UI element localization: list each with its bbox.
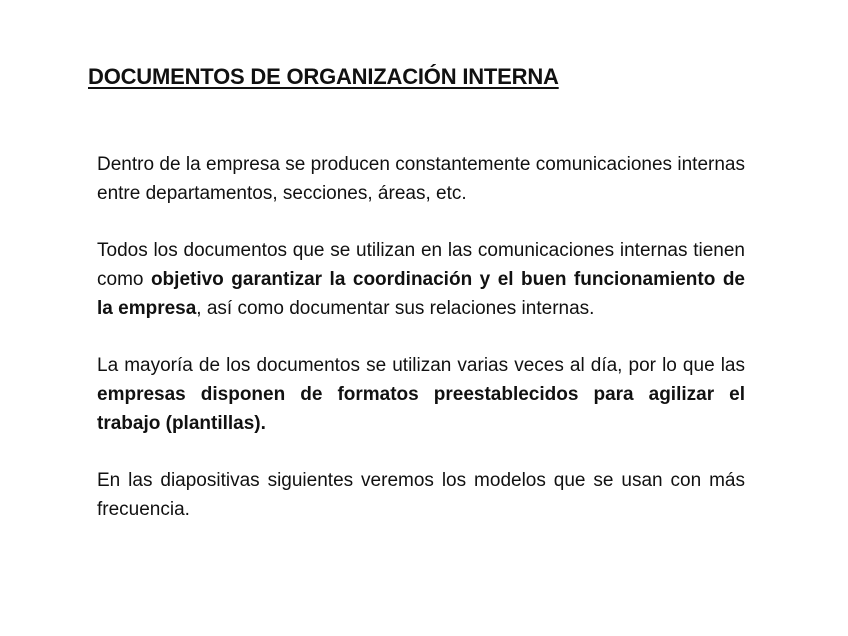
paragraph-templates (97, 351, 745, 438)
paragraph-next-slides (97, 466, 745, 524)
paragraph-text: Dentro de la empresa se producen constantemente comunicaciones internas entre departamentos, secciones, áreas, etc. (97, 154, 745, 204)
paragraph-text: Todos los documentos que se utilizan en las comunicaciones internas tienen como (97, 240, 745, 290)
paragraph-bold-text: empresas disponen de formatos preestablecidos para agilizar el trabajo (plantillas). (97, 384, 745, 434)
paragraph-intro (97, 150, 745, 208)
slide-title: DOCUMENTOS DE ORGANIZACIÓN INTERNA (88, 64, 559, 89)
slide-body (97, 150, 745, 552)
paragraph-bold-text: objetivo garantizar la coordinación y el buen funcionamiento de la empresa (97, 269, 745, 319)
paragraph-text: La mayoría de los documentos se utilizan varias veces al día, por lo que las (97, 355, 745, 376)
paragraph-text: , así como documentar sus relaciones internas. (196, 298, 595, 319)
paragraph-text: En las diapositivas siguientes veremos los modelos que se usan con más frecuencia. (97, 470, 745, 520)
paragraph-objective (97, 236, 745, 323)
